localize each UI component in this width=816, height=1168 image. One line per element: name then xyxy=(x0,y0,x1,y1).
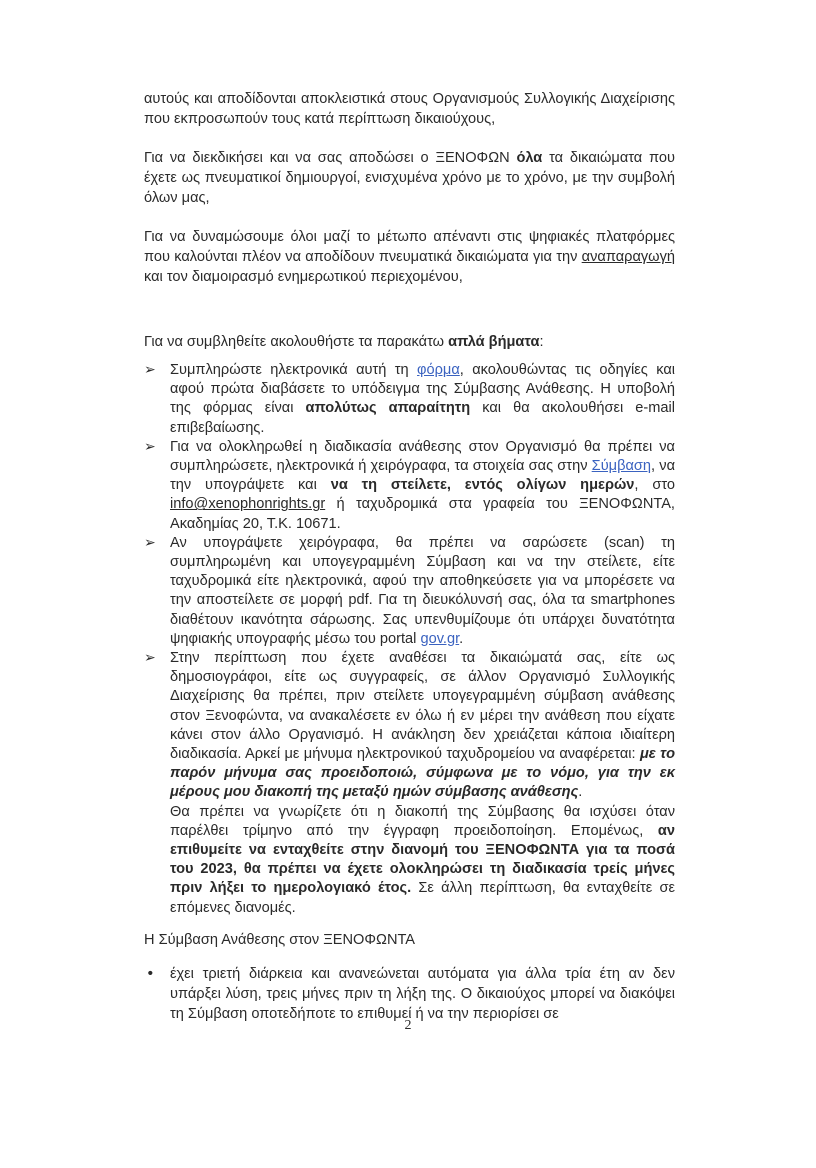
emphasis-all: όλα xyxy=(516,150,543,166)
email-address[interactable]: info@xenophonrights.gr xyxy=(170,496,326,513)
intro-paragraph-3: Για να δυναμώσουμε όλοι μαζί το μέτωπο απέναντι στις ψηφιακές πλατφόρμες που καλούνται πλέον να αποδίδουν πνευματικά δικαιώματα για την αναπαραγωγή και τον διαμοιρασμό ενημερωτικού περιεχομένου, xyxy=(144,229,675,285)
step-item-2: ➢ Για να ολοκληρωθεί η διαδικασία ανάθεσης στον Οργανισμό θα πρέπει να συμπληρώσετε, ηλεκτρονικά ή χειρόγραφα, τα στοιχεία σας στην Σύμβαση, να την υπογράψετε και να τη στείλετε, εντός ολίγων ημερών, στο info@xenophonrights.gr ή ταχυδρομικά στα γραφεία του ΞΕΝΟΦΩΝΤΑ, Ακαδημίας 20, Τ.Κ. 10671. xyxy=(144,438,676,532)
step-item-1: ➢ Συμπληρώστε ηλεκτρονικά αυτή τη φόρμα, ακολουθώντας τις οδηγίες και αφού πρώτα διαβάσετε το υπόδειγμα της Σύμβασης Ανάθεσης. Η υποβολή της φόρμας είναι απολύτως απαραίτητη και θα ακολουθήσει e-mail επιβεβαίωσης. xyxy=(144,362,676,436)
step-item-4: ➢ Στην περίπτωση που έχετε αναθέσει τα δικαιώματά σας, είτε ως δημοσιογράφοι, είτε ως συγγραφείς, σε άλλον Οργανισμό Συλλογικής Διαχείρισης θα πρέπει, πριν στείλετε υπογεγραμμένη σύμβαση ανάθεσης στον Ξενοφώντα, να ανακαλέσετε εν όλω ή εν μέρει την ανάθεση που είχατε κάνει στον άλλο Οργανισμό. Η ανάκληση δεν χρειάζεται κάποια ιδιαίτερη διαδικασία. Αρκεί με μήνυμα ηλεκτρονικού ταχυδρομείου να αναφέρεται: με το παρόν μήνυμα σας προειδοποιώ, σύμφωνα με το νόμο, για την εκ μέρους μου διακοπή της μεταξύ ημών σύμβασης ανάθεσης. Θα πρέπει να γνωρίζετε ότι η διακοπή της Σύμβασης θα ισχύσει όταν παρέλθει τρίμηνο από την έγγραφη προειδοποίηση. Επομένως, αν επιθυμείτε να ενταχθείτε στην διανομή του ΞΕΝΟΦΩΝΤΑ για τα ποσά του 2023, θα πρέπει να έχετε ολοκληρώσει τη διαδικασία τρείς μήνες πριν λήξει το ημερολογιακό έτος. Σε άλλη περίπτωση, θα ενταχθείτε σε επόμενες διανομές. xyxy=(144,650,675,916)
arrow-bullet-icon: ➢ xyxy=(144,362,156,378)
contract-bullet-1: • έχει τριετή διάρκεια και ανανεώνεται αυτόματα για άλλα τρία έτη αν δεν υπάρξει λύση, τρεις μήνες πριν τη λήξη της. Ο δικαιούχος μπορεί να διακόψει τη Σύμβαση οποτεδήποτε το επιθυμεί ή να την περιορίσει σε xyxy=(146,964,675,1022)
page-number: 2 xyxy=(404,1018,412,1033)
arrow-bullet-icon: ➢ xyxy=(144,650,156,667)
revocation-message: με το παρόν μήνυμα σας προειδοποιώ, σύμφωνα με το νόμο, για την εκ μέρους μου διακοπή της μεταξύ ημών σύμβασης ανάθεσης xyxy=(170,746,675,801)
steps-list xyxy=(144,361,675,918)
contract-link[interactable]: Σύμβαση xyxy=(591,458,652,475)
intro-paragraph-2: Για να διεκδικήσει και να σας αποδώσει ο ΞΕΝΟΦΩΝ όλα τα δικαιώματα που έχετε ως πνευματικοί δημιουργοί, ενισχυμένα χρόνο με το χρόνο, με την συμβολή όλων μας, xyxy=(144,150,675,206)
arrow-bullet-icon: ➢ xyxy=(144,438,156,455)
intro-paragraph-1: αυτούς και αποδίδονται αποκλειστικά στους Οργανισμούς Συλλογικής Διαχείρισης που εκπροσωπούν τους κατά περίπτωση δικαιούχους, xyxy=(144,91,675,127)
form-link[interactable]: φόρμα xyxy=(417,362,460,378)
step-item-3: ➢ Αν υπογράψετε χειρόγραφα, θα πρέπει να σαρώσετε (scan) τη συμπληρωμένη και υπογεγραμμένη Σύμβαση και να την στείλετε, είτε ταχυδρομικά είτε ηλεκτρονικά, αφού την αποθηκεύσετε για να μπορέσετε να την αποστείλετε σε μορφή pdf. Για τη διευκόλυνσή σας, όλα τα smartphones διαθέτουν ικανότητα σάρωσης. Σας υπενθυμίζουμε ότι υπάρχει δυνατότητα ψηφιακής υπογραφής μέσω του portal gov.gr. xyxy=(144,534,675,647)
contract-heading: Η Σύμβαση Ανάθεσης στον ΞΕΝΟΦΩΝΤΑ xyxy=(144,931,416,948)
bullet-dot-icon: • xyxy=(146,964,155,982)
arrow-bullet-icon: ➢ xyxy=(144,534,156,551)
gov-gr-link[interactable]: gov.gr xyxy=(420,630,460,647)
steps-heading: Για να συμβληθείτε ακολουθήστε τα παρακάτω απλά βήματα: xyxy=(144,334,544,350)
reproduction-underlined: αναπαραγωγή xyxy=(581,249,675,265)
body-text xyxy=(144,89,675,1024)
deadline-notice: αν επιθυμείτε να ενταχθείτε στην διανομή του ΞΕΝΟΦΩΝΤΑ για τα ποσά του 2023, θα πρέπει να έχετε ολοκληρώσει τη διαδικασία τρείς μήνες πριν λήξει το ημερολογιακό έτος. xyxy=(170,822,675,897)
contract-bullets xyxy=(144,964,675,1024)
